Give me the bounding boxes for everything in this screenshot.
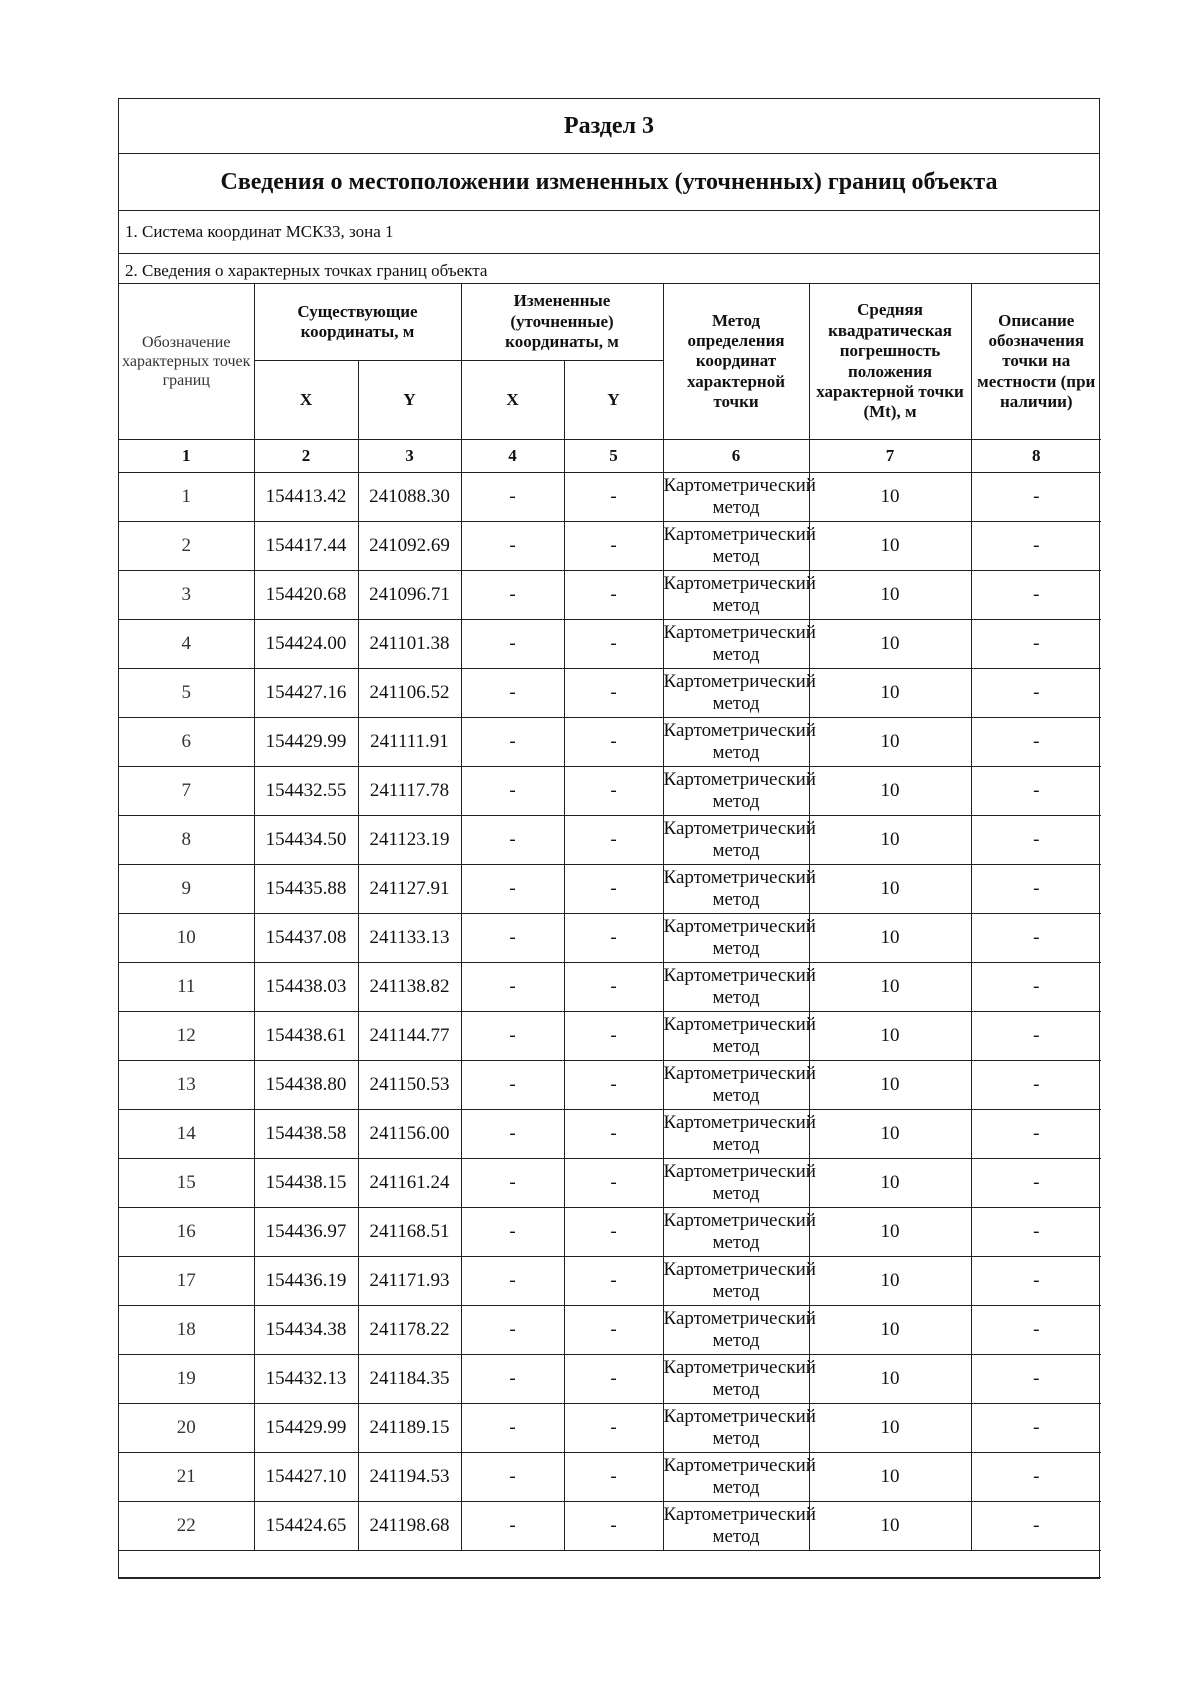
mean-error-cell: 10 [809,1257,971,1306]
existing-x-cell: 154438.61 [254,1012,358,1061]
description-cell: - [971,522,1101,571]
changed-x-cell: - [461,1061,564,1110]
changed-x-cell: - [461,1355,564,1404]
method-cell: Картометрический метод [663,1404,809,1453]
table-row [119,1061,1101,1110]
header-description: Описание обозначения точки на местности (при наличии) [971,284,1101,440]
description-cell: - [971,620,1101,669]
mean-error-cell: 10 [809,914,971,963]
empty-footer-row [119,1551,1101,1578]
changed-x-cell: - [461,571,564,620]
column-number: 1 [119,440,254,473]
description-cell: - [971,1453,1101,1502]
header-existing-coords: Существующие координаты, м [254,284,461,361]
existing-y-cell: 241189.15 [358,1404,461,1453]
point-number-cell: 3 [119,571,254,620]
description-cell: - [971,1159,1101,1208]
existing-y-cell: 241096.71 [358,571,461,620]
existing-x-cell: 154438.15 [254,1159,358,1208]
header-designation: Обозначение характерных точек границ [119,284,254,440]
changed-x-cell: - [461,767,564,816]
mean-error-cell: 10 [809,1355,971,1404]
method-cell: Картометрический метод [663,1502,809,1551]
mean-error-cell: 10 [809,620,971,669]
mean-error-cell: 10 [809,1453,971,1502]
table-row [119,1012,1101,1061]
changed-y-cell: - [564,1306,663,1355]
existing-y-cell: 241150.53 [358,1061,461,1110]
existing-x-cell: 154413.42 [254,473,358,522]
description-cell: - [971,571,1101,620]
table-row [119,718,1101,767]
changed-x-cell: - [461,1012,564,1061]
existing-x-cell: 154435.88 [254,865,358,914]
point-number-cell: 4 [119,620,254,669]
point-number-cell: 19 [119,1355,254,1404]
method-cell: Картометрический метод [663,669,809,718]
table-row [119,1404,1101,1453]
existing-x-cell: 154429.99 [254,1404,358,1453]
changed-y-cell: - [564,767,663,816]
changed-y-cell: - [564,1012,663,1061]
changed-y-cell: - [564,1502,663,1551]
changed-y-cell: - [564,669,663,718]
description-cell: - [971,1012,1101,1061]
mean-error-cell: 10 [809,1012,971,1061]
existing-x-cell: 154420.68 [254,571,358,620]
point-number-cell: 18 [119,1306,254,1355]
existing-y-cell: 241168.51 [358,1208,461,1257]
changed-y-cell: - [564,963,663,1012]
changed-x-cell: - [461,1453,564,1502]
section-title: Раздел 3 [119,99,1099,154]
description-cell: - [971,669,1101,718]
column-number: 3 [358,440,461,473]
changed-x-cell: - [461,914,564,963]
existing-x-cell: 154437.08 [254,914,358,963]
description-cell: - [971,865,1101,914]
changed-x-cell: - [461,620,564,669]
method-cell: Картометрический метод [663,1061,809,1110]
method-cell: Картометрический метод [663,1355,809,1404]
existing-y-cell: 241194.53 [358,1453,461,1502]
column-number: 5 [564,440,663,473]
mean-error-cell: 10 [809,767,971,816]
mean-error-cell: 10 [809,1110,971,1159]
document-sheet [118,98,1100,1579]
existing-y-cell: 241117.78 [358,767,461,816]
point-number-cell: 11 [119,963,254,1012]
existing-x-cell: 154438.80 [254,1061,358,1110]
description-cell: - [971,1306,1101,1355]
point-number-cell: 10 [119,914,254,963]
existing-x-cell: 154438.03 [254,963,358,1012]
existing-x-cell: 154434.38 [254,1306,358,1355]
existing-x-cell: 154424.65 [254,1502,358,1551]
changed-x-cell: - [461,1208,564,1257]
description-cell: - [971,1257,1101,1306]
existing-y-cell: 241106.52 [358,669,461,718]
changed-y-cell: - [564,718,663,767]
table-row [119,620,1101,669]
changed-y-cell: - [564,816,663,865]
document-subtitle: Сведения о местоположении измененных (уточненных) границ объекта [119,154,1099,211]
existing-y-cell: 241156.00 [358,1110,461,1159]
point-number-cell: 17 [119,1257,254,1306]
changed-y-cell: - [564,571,663,620]
header-method: Метод определения координат характерной точки [663,284,809,440]
existing-y-cell: 241101.38 [358,620,461,669]
points-info-line: 2. Сведения о характерных точках границ объекта [119,254,1099,284]
method-cell: Картометрический метод [663,767,809,816]
column-number: 2 [254,440,358,473]
existing-y-cell: 241092.69 [358,522,461,571]
changed-y-cell: - [564,1110,663,1159]
point-number-cell: 13 [119,1061,254,1110]
method-cell: Картометрический метод [663,963,809,1012]
header-mean-error: Средняя квадратическая погрешность положения характерной точки (Mt), м [809,284,971,440]
existing-x-cell: 154429.99 [254,718,358,767]
description-cell: - [971,767,1101,816]
mean-error-cell: 10 [809,522,971,571]
table-row [119,1306,1101,1355]
changed-y-cell: - [564,1453,663,1502]
method-cell: Картометрический метод [663,1208,809,1257]
table-row [119,1208,1101,1257]
table-row [119,669,1101,718]
point-number-cell: 1 [119,473,254,522]
description-cell: - [971,1061,1101,1110]
mean-error-cell: 10 [809,1061,971,1110]
changed-y-cell: - [564,1061,663,1110]
changed-x-cell: - [461,816,564,865]
header-existing-x: X [254,361,358,440]
existing-x-cell: 154438.58 [254,1110,358,1159]
table-row [119,767,1101,816]
changed-x-cell: - [461,473,564,522]
point-number-cell: 16 [119,1208,254,1257]
changed-y-cell: - [564,1257,663,1306]
description-cell: - [971,718,1101,767]
changed-x-cell: - [461,963,564,1012]
description-cell: - [971,963,1101,1012]
existing-y-cell: 241133.13 [358,914,461,963]
description-cell: - [971,1502,1101,1551]
existing-y-cell: 241088.30 [358,473,461,522]
description-cell: - [971,1404,1101,1453]
header-changed-y: Y [564,361,663,440]
column-number: 6 [663,440,809,473]
point-number-cell: 7 [119,767,254,816]
table-row [119,1502,1101,1551]
existing-y-cell: 241144.77 [358,1012,461,1061]
changed-x-cell: - [461,1502,564,1551]
table-row [119,865,1101,914]
table-body [119,473,1101,1551]
point-number-cell: 2 [119,522,254,571]
table-row [119,522,1101,571]
method-cell: Картометрический метод [663,718,809,767]
coord-system-line: 1. Система координат МСК33, зона 1 [119,211,1099,254]
table-row [119,914,1101,963]
changed-x-cell: - [461,1257,564,1306]
existing-y-cell: 241184.35 [358,1355,461,1404]
mean-error-cell: 10 [809,1404,971,1453]
column-number: 4 [461,440,564,473]
method-cell: Картометрический метод [663,1257,809,1306]
existing-y-cell: 241111.91 [358,718,461,767]
description-cell: - [971,473,1101,522]
mean-error-cell: 10 [809,865,971,914]
point-number-cell: 12 [119,1012,254,1061]
changed-y-cell: - [564,1208,663,1257]
existing-x-cell: 154432.55 [254,767,358,816]
method-cell: Картометрический метод [663,1110,809,1159]
mean-error-cell: 10 [809,718,971,767]
table-row [119,1355,1101,1404]
existing-x-cell: 154436.97 [254,1208,358,1257]
existing-x-cell: 154424.00 [254,620,358,669]
method-cell: Картометрический метод [663,522,809,571]
mean-error-cell: 10 [809,1159,971,1208]
point-number-cell: 6 [119,718,254,767]
method-cell: Картометрический метод [663,1306,809,1355]
mean-error-cell: 10 [809,816,971,865]
method-cell: Картометрический метод [663,914,809,963]
method-cell: Картометрический метод [663,1453,809,1502]
existing-y-cell: 241198.68 [358,1502,461,1551]
changed-x-cell: - [461,1110,564,1159]
table-row [119,1159,1101,1208]
existing-x-cell: 154434.50 [254,816,358,865]
method-cell: Картометрический метод [663,1012,809,1061]
changed-y-cell: - [564,865,663,914]
boundary-points-table [119,284,1101,1578]
method-cell: Картометрический метод [663,620,809,669]
existing-x-cell: 154417.44 [254,522,358,571]
description-cell: - [971,816,1101,865]
changed-y-cell: - [564,1404,663,1453]
point-number-cell: 22 [119,1502,254,1551]
header-changed-x: X [461,361,564,440]
existing-x-cell: 154427.10 [254,1453,358,1502]
existing-y-cell: 241171.93 [358,1257,461,1306]
method-cell: Картометрический метод [663,816,809,865]
existing-y-cell: 241127.91 [358,865,461,914]
empty-footer-cell [119,1551,1101,1578]
table-row [119,1453,1101,1502]
changed-y-cell: - [564,914,663,963]
existing-x-cell: 154436.19 [254,1257,358,1306]
point-number-cell: 8 [119,816,254,865]
point-number-cell: 21 [119,1453,254,1502]
existing-y-cell: 241123.19 [358,816,461,865]
mean-error-cell: 10 [809,571,971,620]
method-cell: Картометрический метод [663,473,809,522]
existing-x-cell: 154432.13 [254,1355,358,1404]
changed-y-cell: - [564,1355,663,1404]
table-row [119,1110,1101,1159]
changed-y-cell: - [564,1159,663,1208]
point-number-cell: 20 [119,1404,254,1453]
method-cell: Картометрический метод [663,865,809,914]
changed-x-cell: - [461,1306,564,1355]
changed-y-cell: - [564,473,663,522]
mean-error-cell: 10 [809,1306,971,1355]
changed-x-cell: - [461,1159,564,1208]
point-number-cell: 14 [119,1110,254,1159]
changed-y-cell: - [564,620,663,669]
mean-error-cell: 10 [809,473,971,522]
changed-x-cell: - [461,865,564,914]
mean-error-cell: 10 [809,1208,971,1257]
mean-error-cell: 10 [809,669,971,718]
mean-error-cell: 10 [809,963,971,1012]
description-cell: - [971,914,1101,963]
point-number-cell: 15 [119,1159,254,1208]
header-existing-y: Y [358,361,461,440]
point-number-cell: 5 [119,669,254,718]
description-cell: - [971,1110,1101,1159]
column-number: 7 [809,440,971,473]
changed-y-cell: - [564,522,663,571]
column-number: 8 [971,440,1101,473]
existing-y-cell: 241161.24 [358,1159,461,1208]
description-cell: - [971,1208,1101,1257]
table-row [119,571,1101,620]
changed-x-cell: - [461,669,564,718]
table-row [119,473,1101,522]
changed-x-cell: - [461,522,564,571]
method-cell: Картометрический метод [663,571,809,620]
point-number-cell: 9 [119,865,254,914]
existing-y-cell: 241138.82 [358,963,461,1012]
existing-x-cell: 154427.16 [254,669,358,718]
changed-x-cell: - [461,718,564,767]
table-row [119,1257,1101,1306]
method-cell: Картометрический метод [663,1159,809,1208]
existing-y-cell: 241178.22 [358,1306,461,1355]
table-row [119,963,1101,1012]
mean-error-cell: 10 [809,1502,971,1551]
header-changed-coords: Измененные (уточненные) координаты, м [461,284,663,361]
table-row [119,816,1101,865]
description-cell: - [971,1355,1101,1404]
changed-x-cell: - [461,1404,564,1453]
